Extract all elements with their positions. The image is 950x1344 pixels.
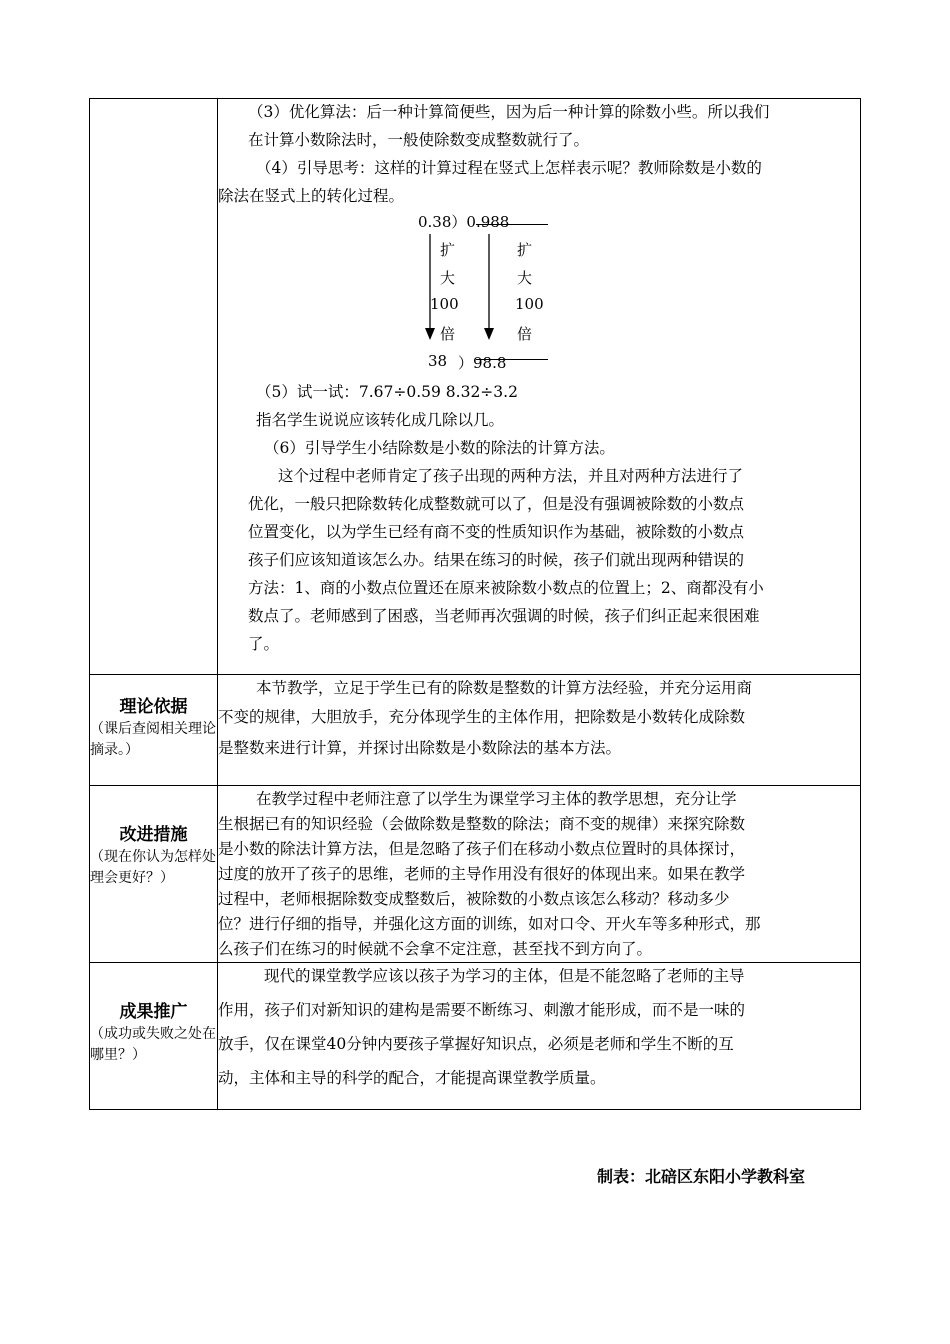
division-right-char: 扩 [517, 241, 533, 259]
process-line: （6）引导学生小结除数是小数的除法的计算方法。 [264, 439, 615, 457]
process-content-cell [218, 99, 861, 675]
improve-sublabel: （现在你认为怎样处理会更好？） [90, 849, 216, 886]
reflection-line: 优化，一般只把除数转化成整数就可以了，但是没有强调被除数的小数点 [248, 495, 745, 513]
division-right-char: 100 [515, 295, 544, 313]
arrow-down-icon [484, 328, 494, 340]
division-left-char: 大 [440, 269, 456, 287]
reflection-line: 了。 [248, 635, 280, 653]
division-left-char: 扩 [440, 241, 456, 259]
process-line: 指名学生说说应该转化成几除以几。 [256, 411, 505, 429]
division-left-char: 倍 [440, 325, 456, 343]
reflection-line: 这个过程中老师肯定了孩子出现的两种方法，并且对两种方法进行了 [278, 467, 744, 485]
process-line: 在计算小数除法时，一般使除数变成整数就行了。 [248, 131, 590, 149]
result-label: 成果推广 [119, 1002, 188, 1022]
division-top: 0.38）0.988 [418, 213, 510, 231]
long-division-figure [218, 210, 860, 378]
footer-credit: 制表：北碚区东阳小学教科室 [597, 1167, 806, 1186]
result-sublabel: （成功或失败之处在哪里？） [90, 1026, 216, 1063]
process-line: （5）试一试：7.67÷0.59 8.32÷3.2 [256, 383, 518, 401]
result-label-cell [90, 963, 218, 1110]
result-row [90, 963, 861, 1110]
process-line: （4）引导思考：这样的计算过程在竖式上怎样表示呢？教师除数是小数的 [256, 159, 762, 177]
lesson-table [89, 98, 861, 1110]
improve-line: 位？进行仔细的指导，并强化这方面的训练，如对口令、开火车等多种形式，那 [218, 915, 761, 933]
division-right-char: 倍 [517, 325, 533, 343]
theory-line: 是整数来进行计算，并探讨出除数是小数除法的基本方法。 [218, 739, 622, 757]
theory-label: 理论依据 [119, 697, 188, 717]
theory-row [90, 675, 861, 786]
improve-line: 么孩子们在练习的时候就不会拿不定注意，甚至找不到方向了。 [218, 940, 653, 958]
improve-label: 改进措施 [119, 825, 188, 845]
result-line: 现代的课堂教学应该以孩子为学习的主体，但是不能忽略了老师的主导 [264, 967, 745, 985]
process-line: （3）优化算法：后一种计算简便些，因为后一种计算的除数小些。所以我们 [248, 103, 770, 121]
improve-line: 在教学过程中老师注意了以学生为课堂学习主体的教学思想，充分让学 [256, 790, 737, 808]
theory-line: 本节教学，立足于学生已有的除数是整数的计算方法经验，并充分运用商 [256, 679, 753, 697]
theory-line: 不变的规律，大胆放手，充分体现学生的主体作用，把除数是小数转化成除数 [218, 708, 746, 726]
improve-line: 生根据已有的知识经验（会做除数是整数的除法；商不变的规律）来探究除数 [218, 815, 746, 833]
result-line: 放手，仅在课堂40分钟内要孩子掌握好知识点，必须是老师和学生不断的互 [218, 1035, 734, 1053]
theory-content-cell [218, 675, 861, 786]
division-bottom-bracket: ）98.8 [458, 354, 507, 372]
arrow-down-icon [425, 328, 435, 340]
division-right-char: 大 [517, 269, 533, 287]
result-line: 作用，孩子们对新知识的建构是需要不断练习、刺激才能形成，而不是一味的 [218, 1001, 746, 1019]
reflection-line: 位置变化，以为学生已经有商不变的性质知识作为基础，被除数的小数点 [248, 523, 745, 541]
improve-line: 是小数的除法计算方法，但是忽略了孩子们在移动小数点位置时的具体探讨， [218, 840, 746, 858]
process-label-cell [90, 99, 218, 675]
process-line: 除法在竖式上的转化过程。 [218, 187, 405, 205]
result-line: 动，主体和主导的科学的配合，才能提高课堂教学质量。 [218, 1069, 606, 1087]
process-row [90, 99, 861, 675]
division-left-char: 100 [430, 295, 459, 313]
reflection-line: 方法：1、商的小数点位置还在原来被除数小数点的位置上；2、商都没有小 [248, 579, 764, 597]
improve-label-cell [90, 786, 218, 963]
reflection-line: 数点了。老师感到了困惑，当老师再次强调的时候，孩子们纠正起来很困难 [248, 607, 760, 625]
division-bottom-divisor: 38 [428, 352, 448, 370]
improve-line: 过度的放开了孩子的思维，老师的主导作用没有很好的体现出来。如果在教学 [218, 865, 746, 883]
result-content-cell [218, 963, 861, 1110]
theory-sublabel: （课后查阅相关理论摘录。） [90, 721, 216, 758]
reflection-line: 孩子们应该知道该怎么办。结果在练习的时候，孩子们就出现两种错误的 [248, 551, 745, 569]
improve-content-cell [218, 786, 861, 963]
improve-row [90, 786, 861, 963]
improve-line: 过程中，老师根据除数变成整数后，被除数的小数点该怎么移动？移动多少 [218, 890, 730, 908]
downward-arrows [218, 210, 618, 378]
theory-label-cell [90, 675, 218, 786]
